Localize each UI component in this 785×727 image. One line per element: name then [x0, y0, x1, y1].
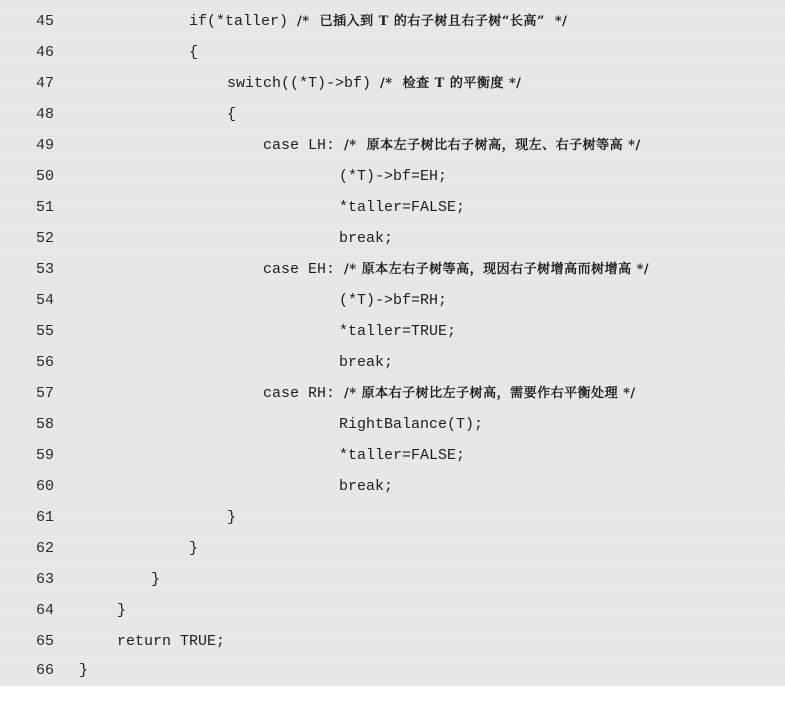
line-number: 66 — [36, 662, 55, 679]
code-text: break; — [339, 230, 394, 247]
code-text: switch((*T)->bf) /* 检查 T 的平衡度 */ — [227, 75, 522, 92]
code-line-60 — [0, 471, 785, 502]
code-line-53 — [0, 254, 785, 285]
code-line-64 — [0, 595, 785, 626]
code-line-65 — [0, 626, 785, 657]
code-comment: /* 已插入到 T 的右子树且右子树“长高” */ — [297, 14, 568, 29]
code-text: RightBalance(T); — [339, 416, 484, 433]
code-line-47 — [0, 68, 785, 99]
code-line-58 — [0, 409, 785, 440]
line-number: 57 — [36, 385, 55, 402]
code-comment: /* 原本左子树比右子树高，现左、右子树等高 */ — [344, 138, 641, 153]
code-text: } — [227, 509, 237, 526]
code-line-45 — [0, 6, 785, 37]
code-line-54 — [0, 285, 785, 316]
code-line-62 — [0, 533, 785, 564]
code-text: { — [227, 106, 237, 123]
code-line-51 — [0, 192, 785, 223]
line-number: 48 — [36, 106, 55, 123]
code-line-61 — [0, 502, 785, 533]
line-number: 65 — [36, 633, 55, 650]
line-number: 45 — [36, 13, 55, 30]
code-comment: /* 原本左右子树等高，现因右子树增高而树增高 */ — [344, 262, 650, 277]
code-comment: /* 原本右子树比左子树高，需要作右平衡处理 */ — [344, 386, 636, 401]
line-number: 59 — [36, 447, 55, 464]
line-number: 54 — [36, 292, 55, 309]
code-text: *taller=FALSE; — [339, 447, 466, 464]
line-number: 50 — [36, 168, 55, 185]
code-text: break; — [339, 354, 394, 371]
line-number: 61 — [36, 509, 55, 526]
code-text: case EH: /* 原本左右子树等高，现因右子树增高而树增高 */ — [263, 261, 650, 278]
code-text: case RH: /* 原本右子树比左子树高，需要作右平衡处理 */ — [263, 385, 636, 402]
line-number: 56 — [36, 354, 55, 371]
line-number: 60 — [36, 478, 55, 495]
code-text: (*T)->bf=EH; — [339, 168, 448, 185]
code-text: } — [151, 571, 161, 588]
code-line-49 — [0, 130, 785, 161]
code-text: } — [79, 662, 89, 679]
code-text: if(*taller) /* 已插入到 T 的右子树且右子树“长高” */ — [189, 13, 568, 30]
line-number: 63 — [36, 571, 55, 588]
code-text: } — [189, 540, 199, 557]
line-number: 51 — [36, 199, 55, 216]
code-line-63 — [0, 564, 785, 595]
code-line-59 — [0, 440, 785, 471]
line-number: 64 — [36, 602, 55, 619]
line-number: 62 — [36, 540, 55, 557]
code-line-50 — [0, 161, 785, 192]
line-number: 49 — [36, 137, 55, 154]
line-number: 53 — [36, 261, 55, 278]
code-line-55 — [0, 316, 785, 347]
code-text: case LH: /* 原本左子树比右子树高，现左、右子树等高 */ — [263, 137, 641, 154]
code-line-48 — [0, 99, 785, 130]
code-text: } — [117, 602, 127, 619]
code-line-56 — [0, 347, 785, 378]
code-line-52 — [0, 223, 785, 254]
line-number: 46 — [36, 44, 55, 61]
code-text: *taller=FALSE; — [339, 199, 466, 216]
code-line-46 — [0, 37, 785, 68]
code-text: { — [189, 44, 199, 61]
code-text: break; — [339, 478, 394, 495]
line-number: 47 — [36, 75, 55, 92]
line-number: 58 — [36, 416, 55, 433]
code-comment: /* 检查 T 的平衡度 */ — [380, 76, 522, 91]
code-line-66 — [0, 655, 785, 686]
line-number: 52 — [36, 230, 55, 247]
code-text: (*T)->bf=RH; — [339, 292, 448, 309]
code-text: *taller=TRUE; — [339, 323, 457, 340]
code-line-57 — [0, 378, 785, 409]
code-text: return TRUE; — [117, 633, 226, 650]
line-number: 55 — [36, 323, 55, 340]
